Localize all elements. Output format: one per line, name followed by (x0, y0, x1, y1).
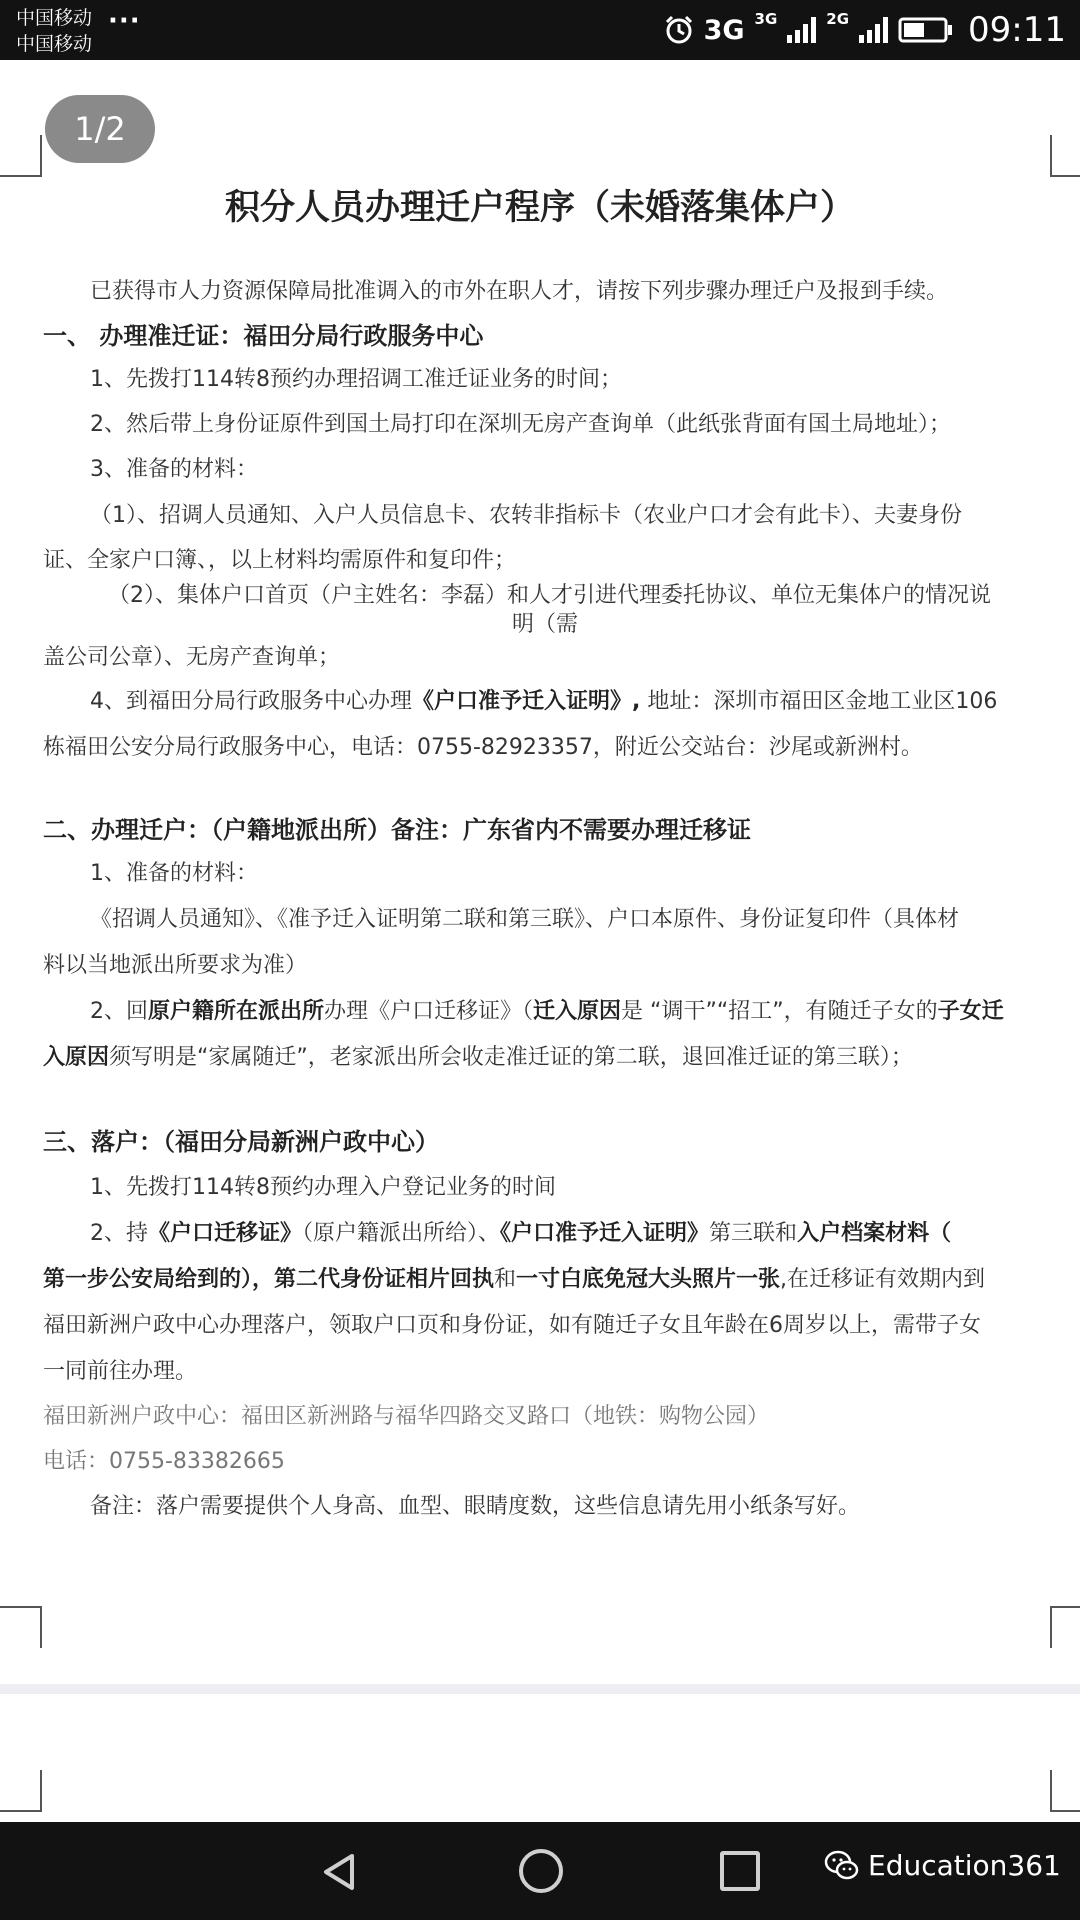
section-3-step-2-line-1 (90, 1216, 951, 1247)
page-corner-mark (0, 1770, 42, 1812)
section-2-step-2-text-b: 办理《户口迁移证》（ (324, 999, 534, 1024)
signal-strength-icon-2 (859, 17, 888, 43)
recent-apps-icon[interactable] (720, 1851, 760, 1891)
back-icon[interactable] (320, 1852, 360, 1892)
section-1-step-4-line-2: 栋福田公安分局行政服务中心，电话：0755-82923357，附近公交站台：沙尾或新洲村。 (43, 735, 923, 760)
section-3-note: 备注：落户需要提供个人身高、血型、眼睛度数，这些信息请先用小纸条写好。 (90, 1494, 861, 1519)
status-bar (0, 0, 1080, 60)
section-2-step-2-line-1 (90, 994, 1004, 1025)
section-1-step-4-text-a: 4、到福田分局行政服务中心办理 (90, 689, 412, 714)
wechat-watermark (824, 1849, 1061, 1882)
page-corner-mark (0, 135, 42, 177)
battery-icon (898, 16, 954, 44)
section-1-step-3: 3、准备的材料： (90, 457, 258, 482)
section-1-item-2-line-2: 明（需 (512, 612, 579, 637)
section-1-heading: 一、 办理准迁证：福田分局行政服务中心 (43, 322, 484, 350)
section-3-step-2-text-b: （原户籍派出所给）、 (302, 1221, 501, 1246)
network-3g-label: 3G (703, 14, 745, 46)
section-3-step-2-line-3: 福田新洲户政中心办理落户，领取户口页和身份证，如有随迁子女且年龄在6周岁以上，需带子女 (43, 1313, 982, 1338)
network-2g-small-label: 2G (826, 10, 850, 28)
section-1-step-4-text-b: 地址：深圳市福田区金地工业区106 (640, 689, 998, 714)
section-1-item-2-line-1: （2）、集体户口首页（户主姓名：李磊）和人才引进代理委托协议、单位无集体户的情况说 (108, 583, 992, 608)
document-title: 积分人员办理迁户程序（未婚落集体户） (224, 188, 855, 228)
network-3g-small-label: 3G (754, 10, 778, 28)
section-2-step-2-text-d: 须写明是“家属随迁”，老家派出所会收走准迁证的第二联，退回准迁证的第三联）； (109, 1045, 913, 1070)
page-corner-mark (1050, 1606, 1080, 1648)
page-corner-mark (0, 1606, 42, 1648)
section-3-step-2-text-c: 第三联和 (709, 1221, 798, 1246)
page-separator (0, 1684, 1080, 1694)
section-3-step-2-bold-3: 入户档案材料（ (797, 1221, 952, 1246)
status-icons (664, 0, 1066, 60)
document-viewer[interactable] (0, 60, 1080, 1690)
more-notifications-icon: ··· (108, 6, 141, 36)
watermark-text: Education361 (868, 1849, 1061, 1882)
section-3-heading: 三、落户：（福田分局新洲户政中心） (43, 1128, 439, 1156)
section-2-step-2-bold-1: 原户籍所在派出所 (148, 999, 325, 1024)
section-3-step-2-bold-2: 《户口准予迁入证明》 (500, 1221, 710, 1246)
section-1-item-2-line-3: 盖公司公章）、无房产查询单； (43, 645, 341, 670)
page-corner-mark (1050, 135, 1080, 177)
section-1-step-4-bold: 《户口准予迁入证明》, (412, 689, 641, 714)
section-3-step-2-line-2 (43, 1262, 985, 1293)
section-2-materials-line-2: 料以当地派出所要求为准） (43, 953, 308, 978)
section-1-item-1-line-1: （1）、招调人员通知、入户人员信息卡、农转非指标卡（农业户口才会有此卡）、夫妻身份 (90, 503, 963, 528)
section-2-heading: 二、办理迁户：（户籍地派出所）备注：广东省内不需要办理迁移证 (43, 816, 751, 844)
section-3-step-1: 1、先拨打114转8预约办理入户登记业务的时间 (90, 1175, 556, 1200)
section-2-step-2-bold-3: 子女迁 (937, 999, 1004, 1024)
section-2-step-1: 1、准备的材料： (90, 861, 258, 886)
alarm-icon (664, 15, 694, 45)
carrier-labels (16, 5, 92, 57)
home-icon[interactable] (519, 1849, 563, 1893)
section-1-step-1: 1、先拨打114转8预约办理招调工准迁证业务的时间； (90, 367, 622, 392)
section-3-step-2-line-2-text-a: 和 (494, 1267, 517, 1292)
section-3-address: 福田新洲户政中心：福田区新洲路与福华四路交叉路口（地铁：购物公园） (43, 1404, 770, 1429)
section-2-step-2-bold-2: 迁入原因 (533, 999, 622, 1024)
section-2-step-2-line-2 (43, 1040, 913, 1071)
section-2-step-2-text-a: 2、回 (90, 999, 148, 1024)
section-3-step-2-text-a: 2、持 (90, 1221, 148, 1246)
intro-text: 已获得市人力资源保障局批准调入的市外在职人才，请按下列步骤办理迁户及报到手续。 (90, 279, 949, 304)
wechat-icon (824, 1850, 860, 1882)
page-indicator: 1/2 (45, 95, 155, 163)
section-2-step-2-bold-4: 入原因 (43, 1045, 110, 1070)
section-3-step-2-line-4: 一同前往办理。 (43, 1359, 198, 1384)
section-3-step-2-line-2-bold-2: 一寸白底免冠大头照片一张 (516, 1267, 781, 1292)
section-3-step-2-bold-1: 《户口迁移证》 (148, 1221, 303, 1246)
page-corner-mark (1050, 1770, 1080, 1812)
section-2-materials-line-1: 《招调人员通知》、《准予迁入证明第二联和第三联》、户口本原件、身份证复印件（具体材 (90, 907, 960, 932)
section-3-step-2-line-2-bold-1: 第一步公安局给到的），第二代身份证相片回执 (43, 1267, 495, 1292)
signal-strength-icon-1 (787, 17, 816, 43)
clock-time: 09:11 (968, 10, 1066, 50)
carrier-1: 中国移动 (16, 7, 93, 29)
section-2-step-2-text-c: 是 “调干”“招工”，有随迁子女的 (621, 999, 938, 1024)
section-3-step-2-line-2-text-b: ,在迁移证有效期内到 (780, 1267, 986, 1292)
section-1-step-4-line-1 (90, 684, 997, 715)
section-3-phone: 电话：0755-83382665 (43, 1449, 285, 1474)
section-1-step-2: 2、然后带上身份证原件到国土局打印在深圳无房产查询单（此纸张背面有国土局地址）； (90, 412, 952, 437)
section-1-item-1-line-2: 证、全家户口簿、，以上材料均需原件和复印件； (43, 548, 517, 573)
carrier-2: 中国移动 (16, 33, 93, 55)
navigation-bar (0, 1822, 1080, 1920)
